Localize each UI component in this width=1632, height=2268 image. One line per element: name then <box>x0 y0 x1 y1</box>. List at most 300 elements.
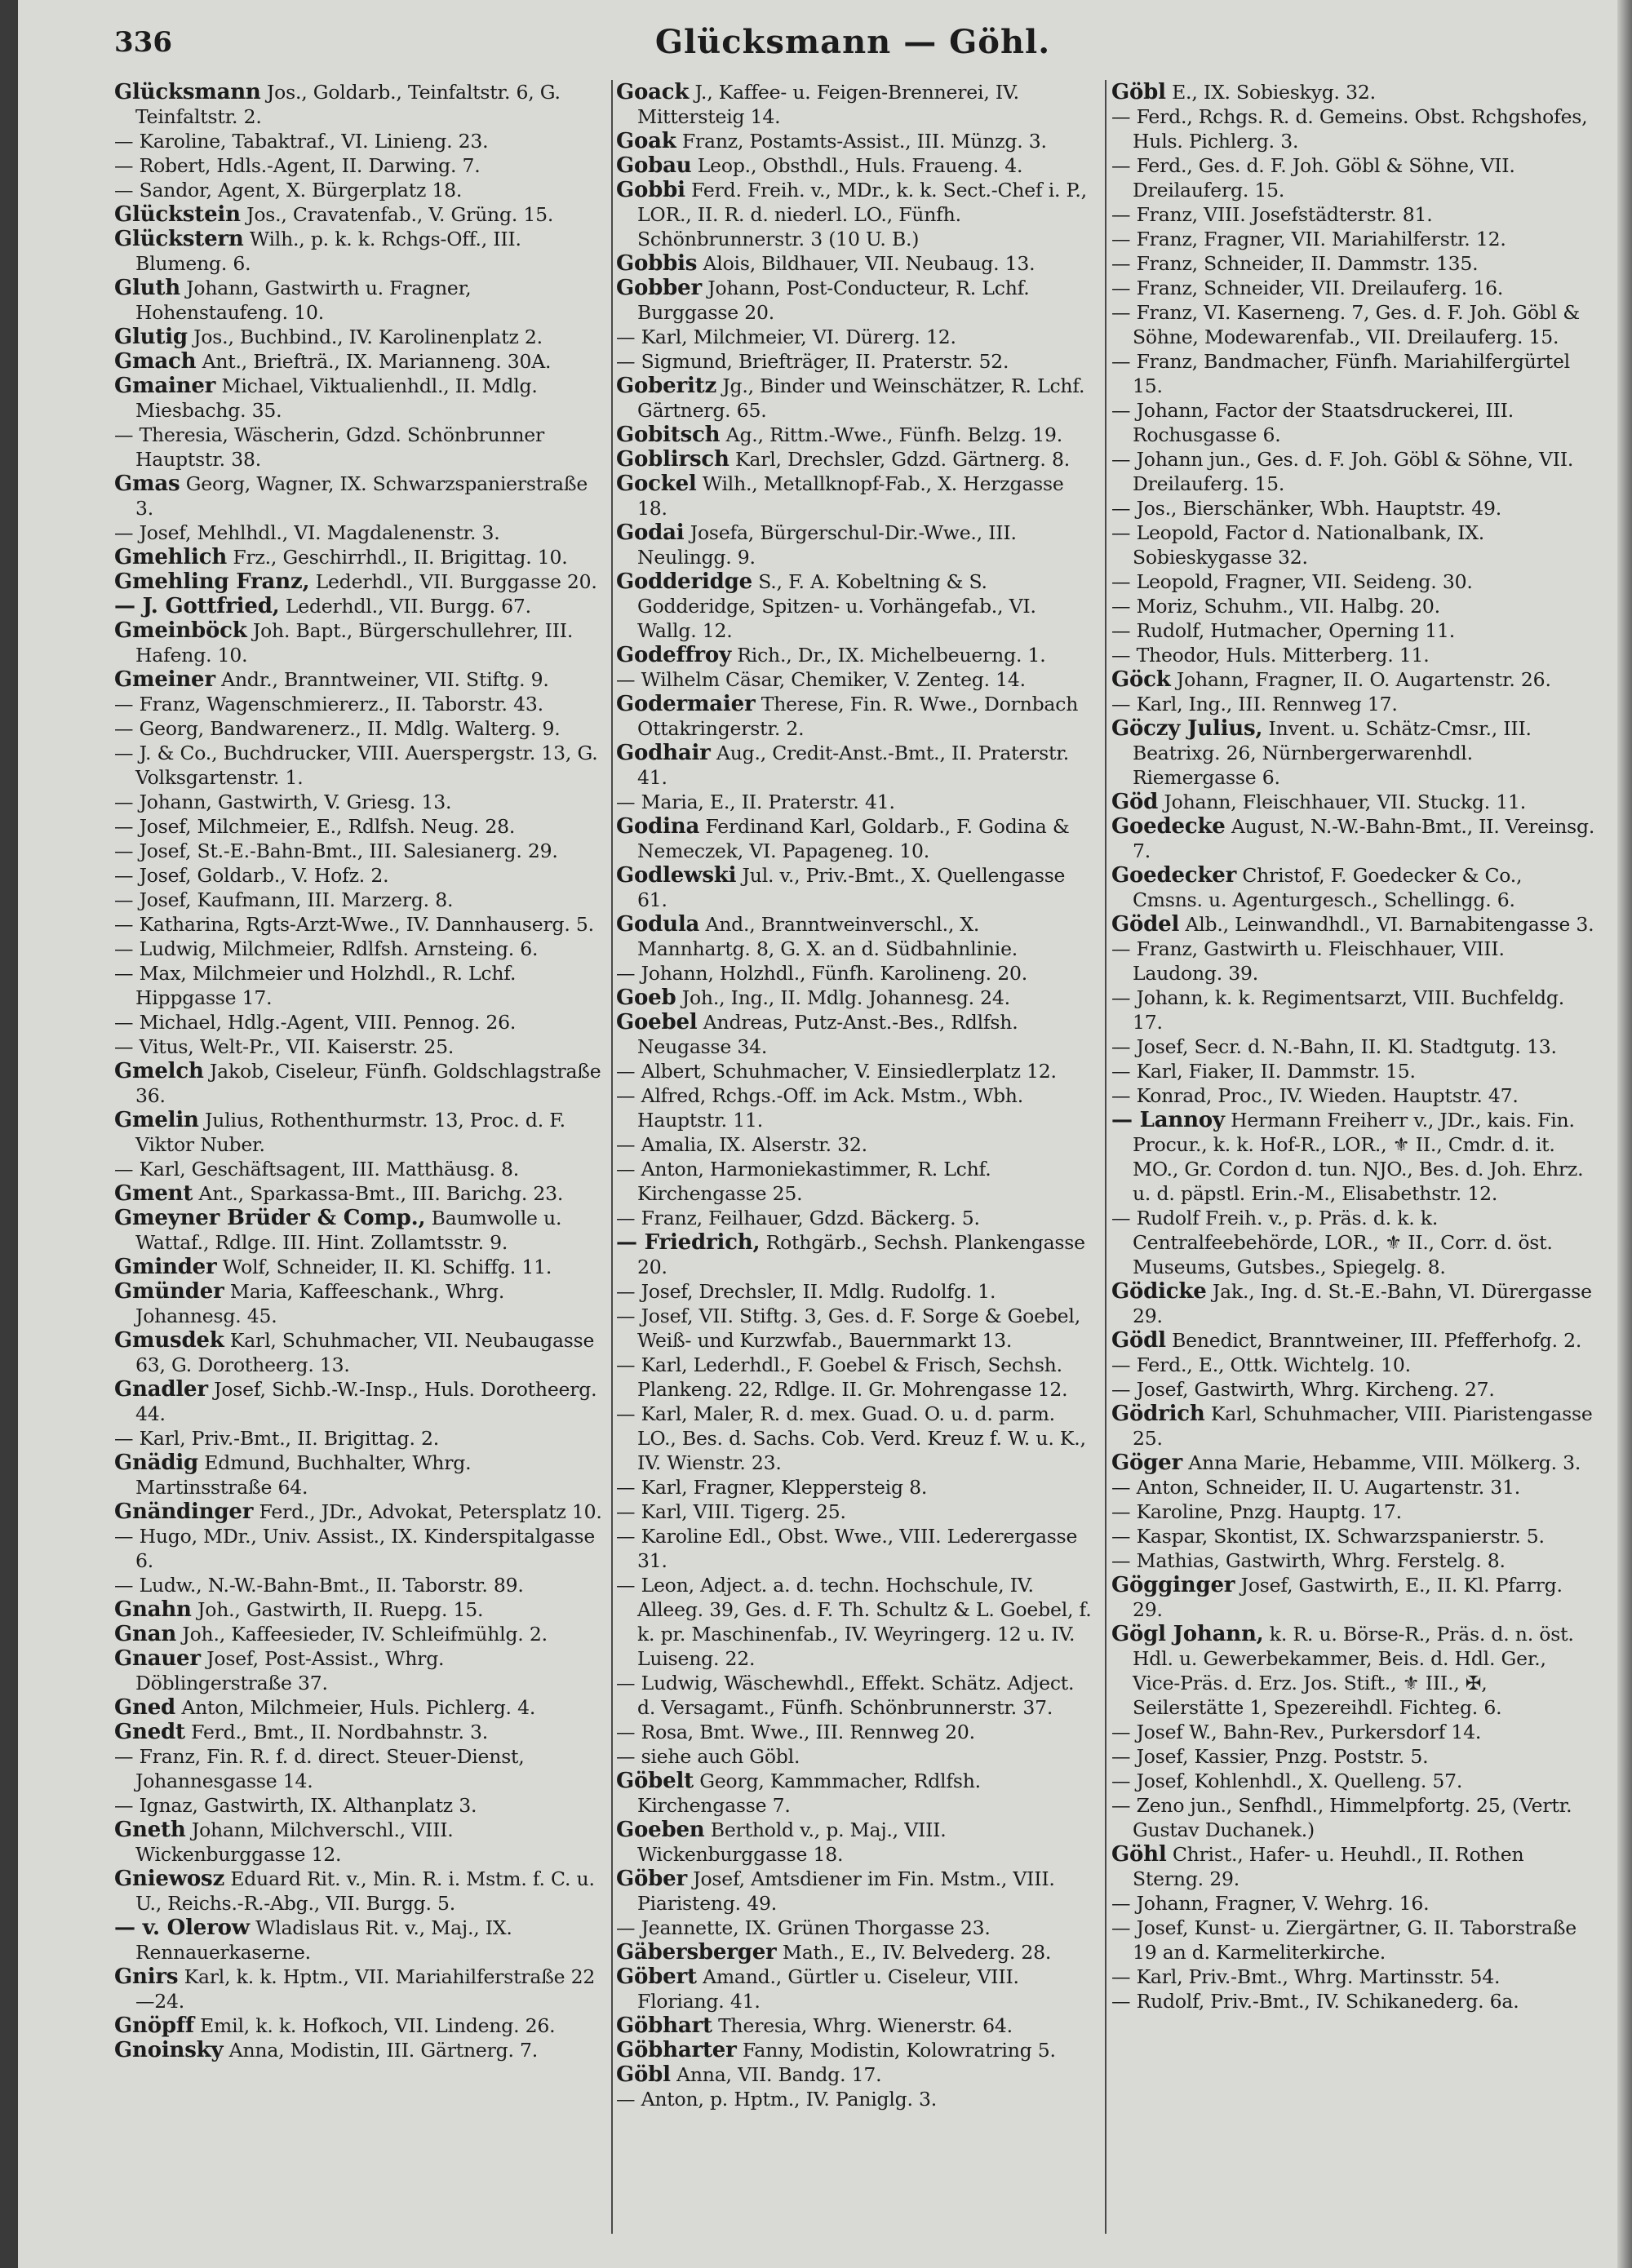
entry-name: Goack <box>616 80 690 104</box>
directory-entry <box>114 545 604 569</box>
entry-text: Andr., Branntweiner, VII. Stiftg. 9. <box>221 668 549 691</box>
entry-name: Goeb <box>616 986 676 1010</box>
directory-entry <box>114 1108 604 1157</box>
entry-name: Göbharter <box>616 2038 737 2062</box>
entry-text: — Karoline, Pnzg. Hauptg. 17. <box>1111 1500 1402 1523</box>
directory-entry <box>1111 569 1595 594</box>
running-title: Glücksmann — Göhl. <box>654 23 1051 61</box>
entry-name: Göd <box>1111 790 1159 814</box>
entry-text: — Josef, VII. Stiftg. 3, Ges. d. F. Sorge & Goebel, Weiß- und Kurzwfab., Bauernmarkt 13. <box>616 1305 1080 1352</box>
directory-entry <box>1111 1891 1595 1916</box>
entry-text: — Josef, Secr. d. N.-Bahn, II. Kl. Stadtgutg. 13. <box>1111 1035 1557 1058</box>
entry-text: — Josef, Kaufmann, III. Marzerg. 8. <box>114 888 454 911</box>
entry-text: — Konrad, Proc., IV. Wieden. Hauptstr. 47. <box>1111 1084 1519 1107</box>
entry-text: — Karoline, Tabaktraf., VI. Linieng. 23. <box>114 130 489 153</box>
entry-text: Josef, Amtsdiener im Fin. Mstm., VIII. Piaristeng. 49. <box>637 1867 1055 1915</box>
entry-name: Gmeinböck <box>114 618 247 643</box>
directory-entry <box>1111 496 1595 520</box>
entry-text: Johann, Fragner, II. O. Augartenstr. 26. <box>1176 668 1551 691</box>
directory-entry <box>114 594 604 618</box>
entry-text: — Wilhelm Cäsar, Chemiker, V. Zenteg. 14. <box>616 668 1026 691</box>
entry-text: Wilh., Metallknopf-Fab., X. Herzgasse 18. <box>637 472 1064 520</box>
entry-text: Theresia, Whrg. Wienerstr. 64. <box>718 2014 1013 2037</box>
directory-entry <box>616 349 1098 374</box>
entry-text: Christ., Hafer- u. Heuhdl., II. Rothen Sterng. 29. <box>1133 1843 1524 1890</box>
entry-text: Karl, Schuhmacher, VII. Neubaugasse 63, G. Dorotheerg. 13. <box>135 1329 595 1376</box>
entry-text: — Josef W., Bahn-Rev., Purkersdorf 14. <box>1111 1721 1482 1743</box>
entry-text: — Jos., Bierschänker, Wbh. Hauptstr. 49. <box>1111 497 1502 520</box>
entry-text: Christof, F. Goedecker & Co., Cmsns. u. Agenturgesch., Schellingg. 6. <box>1133 864 1523 911</box>
entry-name: Godderidge <box>616 569 752 594</box>
directory-entry <box>1111 1328 1595 1353</box>
directory-entry <box>1111 447 1595 496</box>
directory-entry <box>114 667 604 692</box>
directory-entry <box>114 1622 604 1646</box>
entry-text: Georg, Kammmacher, Rdlfsh. Kirchengasse 7. <box>637 1770 981 1817</box>
directory-entry <box>114 1524 604 1573</box>
directory-entry <box>1111 716 1595 790</box>
entry-text: Rothgärb., Sechsh. Plankengasse 20. <box>637 1231 1085 1278</box>
directory-entry <box>114 153 604 178</box>
entry-name: Gnändinger <box>114 1499 254 1524</box>
entry-text: — Josef, Drechsler, II. Mdlg. Rudolfg. 1. <box>616 1280 996 1303</box>
entry-text: — Johann, Holzhdl., Fünfh. Karolineng. 20. <box>616 962 1027 985</box>
directory-entry <box>1111 1548 1595 1573</box>
directory-entry <box>114 1720 604 1744</box>
entry-name: Gödrich <box>1111 1402 1205 1426</box>
entry-name: Goeben <box>616 1818 705 1842</box>
directory-entry <box>1111 520 1595 569</box>
directory-entry <box>114 790 604 814</box>
directory-entry <box>616 667 1098 692</box>
directory-entry <box>616 1083 1098 1132</box>
entry-name: Godermaier <box>616 692 756 716</box>
directory-entry <box>114 888 604 912</box>
directory-entry <box>616 1402 1098 1475</box>
entry-name: Glückstein <box>114 202 241 227</box>
directory-entry <box>1111 667 1595 692</box>
entry-text: Amand., Gürtler u. Ciseleur, VIII. Floriang. 41. <box>637 1965 1019 2013</box>
directory-entry <box>114 349 604 374</box>
entry-text: And., Branntweinverschl., X. Mannhartg. 8, G. X. an d. Südbahnlinie. <box>637 913 1018 960</box>
entry-name: Gödicke <box>1111 1279 1207 1304</box>
entry-text: Anna, VII. Bandg. 17. <box>676 2063 882 2086</box>
entry-name: Gmainer <box>114 374 216 398</box>
entry-name: Gödl <box>1111 1328 1166 1353</box>
entry-text: k. R. u. Börse-R., Präs. d. n. öst. Hdl. u. Gewerbekammer, Beis. d. Hdl. Ger., Vice-Präs. d. Erz. Jos. Stift., ⚜ III., ✠, Seilerstätte 1, Spezereihdl. Fichteg. 6. <box>1133 1623 1574 1719</box>
entry-text: — Alfred, Rchgs.-Off. im Ack. Mstm., Wbh. Hauptstr. 11. <box>616 1084 1023 1132</box>
entry-text: — Josef, Milchmeier, E., Rdlfsh. Neug. 28. <box>114 815 516 838</box>
directory-entry <box>114 1279 604 1328</box>
entry-name: Göbelt <box>616 1769 694 1793</box>
directory-entry <box>1111 790 1595 814</box>
directory-entry <box>114 1646 604 1695</box>
entry-name: Godai <box>616 520 685 545</box>
entry-text: — Rudolf, Priv.-Bmt., IV. Schikanederg. 6a. <box>1111 1990 1519 2013</box>
entry-text: — Karl, Fiaker, II. Dammstr. 15. <box>1111 1060 1416 1083</box>
entry-text: — Zeno jun., Senfhdl., Himmelpfortg. 25, (Vertr. Gustav Duchanek.) <box>1111 1794 1572 1841</box>
entry-text: — Josef, Kunst- u. Ziergärtner, G. II. Taborstraße 19 an d. Karmeliterkirche. <box>1111 1916 1577 1964</box>
entry-name: Glücksmann <box>114 80 261 104</box>
directory-entry <box>114 1181 604 1206</box>
entry-name: Gobber <box>616 276 702 300</box>
directory-entry <box>616 129 1098 153</box>
directory-entry <box>1111 153 1595 202</box>
entry-text: Joh. Bapt., Bürgerschullehrer, III. Hafeng. 10. <box>135 619 574 667</box>
entry-text: — Johann, Gastwirth, V. Griesg. 13. <box>114 791 452 813</box>
directory-entry <box>1111 1353 1595 1377</box>
entry-text: Karl, k. k. Hptm., VII. Mariahilferstraße 22—24. <box>135 1965 596 2013</box>
entry-name: Gnöpff <box>114 2013 194 2038</box>
entry-text: — Leopold, Factor d. Nationalbank, IX. Sobieskygasse 32. <box>1111 521 1485 569</box>
entry-text: Aug., Credit-Anst.-Bmt., II. Praterstr. 41. <box>637 742 1069 789</box>
entry-name: Göbert <box>616 1965 697 1989</box>
directory-entry <box>1111 276 1595 300</box>
entry-name: Gmusdek <box>114 1328 224 1353</box>
entry-name: Godeffroy <box>616 643 731 667</box>
directory-entry <box>1111 1793 1595 1842</box>
directory-entry <box>1111 1720 1595 1744</box>
directory-entry <box>1111 1842 1595 1891</box>
entry-text: — Johann, Factor der Staatsdruckerei, III. Rochusgasse 6. <box>1111 399 1514 446</box>
entry-text: — Sandor, Agent, X. Bürgerplatz 18. <box>114 179 463 202</box>
directory-entry <box>1111 1279 1595 1328</box>
entry-text: — Franz, Fragner, VII. Mariahilferstr. 12. <box>1111 228 1506 250</box>
directory-entry <box>114 716 604 741</box>
directory-entry <box>114 1451 604 1499</box>
entry-name: Goblirsch <box>616 447 730 472</box>
entry-text: — Franz, VI. Kaserneng. 7, Ges. d. F. Joh. Göbl & Söhne, Modewarenfab., VII. Dreilauferg. 15. <box>1111 301 1580 348</box>
entry-name: Gobbis <box>616 251 698 276</box>
directory-entry <box>616 1524 1098 1573</box>
directory-entry <box>1111 863 1595 912</box>
directory-entry <box>616 1279 1098 1304</box>
entry-text: Johann, Gastwirth u. Fragner, Hohenstaufeng. 10. <box>135 277 472 324</box>
entry-text: Georg, Wagner, IX. Schwarzspanierstraße 3. <box>135 472 588 520</box>
directory-entry <box>1111 1965 1595 1989</box>
directory-entry <box>616 863 1098 912</box>
directory-entry <box>1111 1524 1595 1548</box>
directory-entry <box>616 276 1098 325</box>
entry-name: Göber <box>616 1867 687 1891</box>
entry-text: Jak., Ing. d. St.-E.-Bahn, VI. Dürergasse 29. <box>1133 1280 1592 1327</box>
entry-name: Glutig <box>114 325 188 349</box>
directory-entry <box>1111 692 1595 716</box>
directory-entry <box>1111 618 1595 643</box>
entry-text: — Ignaz, Gastwirth, IX. Althanplatz 3. <box>114 1794 477 1817</box>
directory-entry <box>1111 912 1595 937</box>
entry-text: — Theodor, Huls. Mitterberg. 11. <box>1111 644 1430 667</box>
entry-text: — Franz, Schneider, VII. Dreilauferg. 16. <box>1111 277 1504 299</box>
entry-text: — Franz, VIII. Josefstädterstr. 81. <box>1111 203 1433 226</box>
directory-entry <box>114 1157 604 1181</box>
directory-entry <box>1111 1034 1595 1059</box>
directory-entry <box>1111 1622 1595 1720</box>
entry-text: Ferd., JDr., Advokat, Petersplatz 10. <box>259 1500 602 1523</box>
entry-text: Josef, Sichb.-W.-Insp., Huls. Dorotheerg. 44. <box>135 1378 597 1425</box>
directory-entry <box>616 1059 1098 1083</box>
entry-text: Franz, Postamts-Assist., III. Münzg. 3. <box>681 130 1047 153</box>
entry-name: Goebel <box>616 1010 698 1034</box>
directory-entry <box>1111 1206 1595 1279</box>
entry-text: Jos., Buchbind., IV. Karolinenplatz 2. <box>193 326 543 348</box>
entry-text: Edmund, Buchhalter, Whrg. Martinsstraße 64. <box>135 1451 472 1499</box>
entry-text: Wilh., p. k. k. Rchgs-Off., III. Blumeng. 6. <box>135 228 521 275</box>
entry-text: Anna Marie, Hebamme, VIII. Mölkerg. 3. <box>1188 1451 1581 1474</box>
directory-entry <box>114 202 604 227</box>
entry-text: Maria, Kaffeeschank., Whrg. Johannesg. 45. <box>135 1280 505 1327</box>
directory-entry <box>1111 1451 1595 1475</box>
directory-entry <box>616 1818 1098 1867</box>
directory-entry <box>114 276 604 325</box>
directory-entry <box>114 1377 604 1426</box>
directory-entry <box>1111 814 1595 863</box>
directory-entry <box>616 153 1098 178</box>
directory-entry <box>114 2013 604 2038</box>
entry-text: Ferd. Freih. v., MDr., k. k. Sect.-Chef i. P., LOR., II. R. d. niederl. LO., Fünfh. Schönbrunnerstr. 3 (10 U. B.) <box>637 179 1087 250</box>
entry-text: Baumwolle u. Wattaf., Rdlge. III. Hint. Zollamtsstr. 9. <box>135 1207 562 1254</box>
entry-text: Berthold v., p. Maj., VIII. Wickenburggasse 18. <box>637 1818 947 1866</box>
directory-entry <box>1111 1475 1595 1499</box>
directory-entry <box>616 1573 1098 1671</box>
entry-text: Josef, Gastwirth, E., II. Kl. Pfarrg. 29. <box>1133 1574 1563 1621</box>
entry-name: Gluth <box>114 276 180 300</box>
directory-entry <box>114 80 604 129</box>
directory-entry <box>114 1059 604 1108</box>
directory-entry <box>114 863 604 888</box>
entry-text: Wladislaus Rit. v., Maj., IX. Rennauerkaserne. <box>135 1916 512 1964</box>
directory-entry <box>616 447 1098 472</box>
entry-text: Karl, Drechsler, Gdzd. Gärtnerg. 8. <box>735 448 1070 471</box>
entry-text: Julius, Rothenthurmstr. 13, Proc. d. F. Viktor Nuber. <box>135 1109 565 1156</box>
entry-text: — Johann jun., Ges. d. F. Joh. Göbl & Söhne, VII. Dreilauferg. 15. <box>1111 448 1574 495</box>
directory-entry <box>616 1475 1098 1499</box>
directory-entry <box>616 1671 1098 1720</box>
entry-text: — Katharina, Rgts-Arzt-Wwe., IV. Dannhauserg. 5. <box>114 913 594 936</box>
directory-entry <box>616 986 1098 1010</box>
directory-entry <box>114 937 604 961</box>
entry-text: Andreas, Putz-Anst.-Bes., Rdlfsh. Neugasse 34. <box>637 1011 1018 1058</box>
directory-entry <box>616 643 1098 667</box>
directory-entry <box>616 1157 1098 1206</box>
entry-text: — Michael, Hdlg.-Agent, VIII. Pennog. 26. <box>114 1011 517 1034</box>
directory-entry <box>1111 937 1595 986</box>
entry-text: Joh., Ing., II. Mdlg. Johannesg. 24. <box>681 986 1010 1009</box>
entry-text: Leop., Obsthdl., Huls. Fraueng. 4. <box>697 154 1023 177</box>
page-number: 336 <box>114 26 172 59</box>
directory-entry <box>114 1695 604 1720</box>
directory-entry <box>616 1965 1098 2013</box>
directory-entry <box>1111 1402 1595 1451</box>
entry-text: Michael, Viktualienhdl., II. Mdlg. Miesbachg. 35. <box>135 374 538 422</box>
directory-entry <box>1111 594 1595 618</box>
entry-text: — Franz, Feilhauer, Gdzd. Bäckerg. 5. <box>616 1207 980 1229</box>
entry-name: Godula <box>616 912 700 937</box>
entry-text: — Kaspar, Skontist, IX. Schwarzspanierstr. 5. <box>1111 1525 1545 1548</box>
entry-text: — Josef, St.-E.-Bahn-Bmt., III. Salesianerg. 29. <box>114 839 558 862</box>
entry-text: Jul. v., Priv.-Bmt., X. Quellengasse 61. <box>637 864 1066 911</box>
entry-text: — Max, Milchmeier und Holzhdl., R. Lchf. Hippgasse 17. <box>114 962 517 1009</box>
entry-text: — Josef, Kohlenhdl., X. Quelleng. 57. <box>1111 1770 1463 1792</box>
entry-name: Gmas <box>114 472 180 496</box>
directory-entry <box>114 1744 604 1793</box>
directory-entry <box>616 1010 1098 1059</box>
entry-name: Godlewski <box>616 863 737 888</box>
directory-entry <box>1111 202 1595 227</box>
entry-text: — Robert, Hdls.-Agent, II. Darwing. 7. <box>114 154 481 177</box>
entry-text: — Franz, Gastwirth u. Fleischhauer, VIII. Laudong. 39. <box>1111 937 1505 985</box>
directory-entry <box>616 1744 1098 1769</box>
entry-text: Johann, Milchverschl., VIII. Wickenburggasse 12. <box>135 1818 454 1866</box>
directory-entry <box>1111 349 1595 398</box>
entry-text: — Albert, Schuhmacher, V. Einsiedlerplatz 12. <box>616 1060 1057 1083</box>
directory-entry <box>616 569 1098 643</box>
entry-name: Gödel <box>1111 912 1180 937</box>
entry-text: Invent. u. Schätz-Cmsr., III. Beatrixg. 26, Nürnbergerwarenhdl. Riemergasse 6. <box>1133 717 1532 789</box>
entry-text: Josefa, Bürgerschul-Dir.-Wwe., III. Neulingg. 9. <box>637 521 1017 569</box>
entry-text: — Ferd., Rchgs. R. d. Gemeins. Obst. Rchgshofes, Huls. Pichlerg. 3. <box>1111 105 1588 153</box>
entry-name: Gäbersberger <box>616 1940 777 1965</box>
entry-name: Göbl <box>616 2062 671 2087</box>
directory-entry <box>114 472 604 520</box>
directory-entry <box>114 1793 604 1818</box>
directory-entry <box>1111 1377 1595 1402</box>
entry-text: — Hugo, MDr., Univ. Assist., IX. Kinderspitalgasse 6. <box>114 1525 596 1572</box>
entry-name: Glückstern <box>114 227 244 251</box>
entry-name: Goak <box>616 129 676 153</box>
directory-entry <box>616 423 1098 447</box>
entry-name: — Friedrich, <box>616 1230 761 1255</box>
directory-entry <box>1111 1744 1595 1769</box>
directory-entry <box>616 1916 1098 1940</box>
entry-text: Frz., Geschirrhdl., II. Brigittag. 10. <box>233 546 568 569</box>
entry-name: Gobitsch <box>616 423 721 447</box>
entry-text: — Karoline Edl., Obst. Wwe., VIII. Lederergasse 31. <box>616 1525 1078 1572</box>
entry-name: Gmünder <box>114 1279 224 1304</box>
entry-text: — Karl, Fragner, Kleppersteig 8. <box>616 1476 928 1499</box>
entry-name: Goedecker <box>1111 863 1237 888</box>
entry-name: Gned <box>114 1695 176 1720</box>
entry-text: — Ludwig, Milchmeier, Rdlfsh. Arnsteing. 6. <box>114 937 539 960</box>
entry-text: Benedict, Branntweiner, III. Pfefferhofg. 2. <box>1172 1329 1582 1352</box>
entry-text: Karl, Schuhmacher, VIII. Piaristengasse 25. <box>1133 1402 1593 1450</box>
entry-name: Göbl <box>1111 80 1166 104</box>
entry-text: — Vitus, Welt-Pr., VII. Kaiserstr. 25. <box>114 1035 455 1058</box>
directory-entry <box>616 1206 1098 1230</box>
directory-entry <box>1111 104 1595 153</box>
entry-text: — Rudolf Freih. v., p. Präs. d. k. k. Centralfeebehörde, LOR., ⚜ II., Corr. d. öst. Museums, Gutsbes., Spiegelg. 8. <box>1111 1207 1553 1278</box>
entry-name: — Lannoy <box>1111 1108 1225 1132</box>
entry-text: Johann, Fleischhauer, VII. Stuckg. 11. <box>1164 791 1527 813</box>
entry-name: Goberitz <box>616 374 717 398</box>
directory-entry <box>114 1206 604 1255</box>
directory-entry <box>616 2038 1098 2062</box>
entry-text: — Amalia, IX. Alserstr. 32. <box>616 1133 867 1156</box>
entry-text: — Georg, Bandwarenerz., II. Mdlg. Walterg. 9. <box>114 717 561 740</box>
entry-text: Jg., Binder und Weinschätzer, R. Lchf. Gärtnerg. 65. <box>637 374 1085 422</box>
entry-name: Gmelin <box>114 1108 199 1132</box>
directory-entry <box>114 1965 604 2013</box>
entry-text: — J. & Co., Buchdrucker, VIII. Auerspergstr. 13, G. Volksgartenstr. 1. <box>114 742 598 789</box>
entry-text: E., IX. Sobieskyg. 32. <box>1172 81 1376 104</box>
entry-text: — Josef, Kassier, Pnzg. Poststr. 5. <box>1111 1745 1429 1768</box>
directory-entry <box>616 80 1098 129</box>
entry-text: — Ferd., E., Ottk. Wichtelg. 10. <box>1111 1353 1411 1376</box>
entry-text: — Jeannette, IX. Grünen Thorgasse 23. <box>616 1916 991 1939</box>
entry-text: Rich., Dr., IX. Michelbeuerng. 1. <box>737 644 1046 667</box>
directory-entry <box>114 2038 604 2062</box>
directory-entry <box>114 423 604 472</box>
entry-name: Gneth <box>114 1818 186 1842</box>
directory-entry <box>114 692 604 716</box>
entry-text: — Anton, p. Hptm., IV. Paniglg. 3. <box>616 2088 938 2111</box>
entry-name: Gmach <box>114 349 197 374</box>
directory-entry <box>1111 251 1595 276</box>
directory-entry <box>114 374 604 423</box>
directory-entry <box>616 1720 1098 1744</box>
entry-name: Gnirs <box>114 1965 179 1989</box>
directory-entry <box>114 129 604 153</box>
entry-name: — J. Gottfried, <box>114 594 280 618</box>
entry-text: Anton, Milchmeier, Huls. Pichlerg. 4. <box>181 1696 536 1719</box>
entry-text: — Ferd., Ges. d. F. Joh. Göbl & Söhne, VII. Dreilauferg. 15. <box>1111 154 1515 202</box>
entry-text: — Ludw., N.-W.-Bahn-Bmt., II. Taborstr. 89. <box>114 1574 524 1597</box>
entry-text: — Rosa, Bmt. Wwe., III. Rennweg 20. <box>616 1721 975 1743</box>
entry-text: — Moriz, Schuhm., VII. Halbg. 20. <box>1111 595 1440 618</box>
entry-text: — Ludwig, Wäschewhdl., Effekt. Schätz. Adject. d. Versagamt., Fünfh. Schönbrunnerstr. 37. <box>616 1672 1075 1719</box>
entry-text: — Josef, Mehlhdl., VI. Magdalenenstr. 3. <box>114 521 500 544</box>
entry-text: Eduard Rit. v., Min. R. i. Mstm. f. C. u. U., Reichs.-R.-Abg., VII. Burgg. 5. <box>135 1867 595 1915</box>
entry-text: August, N.-W.-Bahn-Bmt., II. Vereinsg. 7. <box>1133 815 1595 862</box>
directory-entry <box>114 1499 604 1524</box>
entry-text: Math., E., IV. Belvederg. 28. <box>782 1941 1052 1964</box>
entry-text: — Josef, Goldarb., V. Hofz. 2. <box>114 864 389 887</box>
directory-entry <box>616 961 1098 986</box>
entry-text: Ag., Rittm.-Wwe., Fünfh. Belzg. 19. <box>725 423 1062 446</box>
entry-text: — Karl, Milchmeier, VI. Dürerg. 12. <box>616 326 956 348</box>
entry-text: — Karl, Ing., III. Rennweg 17. <box>1111 693 1398 715</box>
entry-text: Therese, Fin. R. Wwe., Dornbach Ottakringerstr. 2. <box>637 693 1079 740</box>
entry-name: — v. Olerow <box>114 1916 250 1940</box>
directory-entry <box>1111 1573 1595 1622</box>
directory-entry <box>616 1230 1098 1279</box>
column-3 <box>1111 80 1595 2234</box>
entry-text: — Theresia, Wäscherin, Gdzd. Schönbrunner Hauptstr. 38. <box>114 423 545 471</box>
directory-entry <box>1111 986 1595 1034</box>
entry-name: Göger <box>1111 1451 1182 1475</box>
entry-name: Göck <box>1111 667 1171 692</box>
entry-text: Wolf, Schneider, II. Kl. Schiffg. 11. <box>222 1256 552 1278</box>
column-2 <box>616 80 1098 2234</box>
entry-text: S., F. A. Kobeltning & S. Godderidge, Spitzen- u. Vorhängefab., VI. Wallg. 12. <box>637 570 1036 642</box>
entry-text: — Leopold, Fragner, VII. Seideng. 30. <box>1111 570 1473 593</box>
directory-entry <box>114 1916 604 1965</box>
entry-text: — Anton, Schneider, II. U. Augartenstr. 31. <box>1111 1476 1521 1499</box>
directory-entry <box>114 1328 604 1377</box>
entry-text: Lederhdl., VII. Burgg. 67. <box>285 595 531 618</box>
entry-text: — Rudolf, Hutmacher, Operning 11. <box>1111 619 1455 642</box>
entry-text: Jakob, Ciseleur, Fünfh. Goldschlagstraße 36. <box>135 1060 601 1107</box>
entry-name: Gobbi <box>616 178 685 202</box>
entry-text: Ant., Briefträ., IX. Marianneng. 30A. <box>202 350 552 373</box>
entry-text: Jos., Goldarb., Teinfaltstr. 6, G. Teinfaltstr. 2. <box>135 81 561 128</box>
directory-entry <box>616 1499 1098 1524</box>
entry-text: — Anton, Harmoniekastimmer, R. Lchf. Kirchengasse 25. <box>616 1158 991 1205</box>
entry-name: Göbhart <box>616 2013 712 2038</box>
directory-entry <box>114 814 604 839</box>
entry-name: Göhl <box>1111 1842 1167 1867</box>
directory-entry <box>1111 300 1595 349</box>
